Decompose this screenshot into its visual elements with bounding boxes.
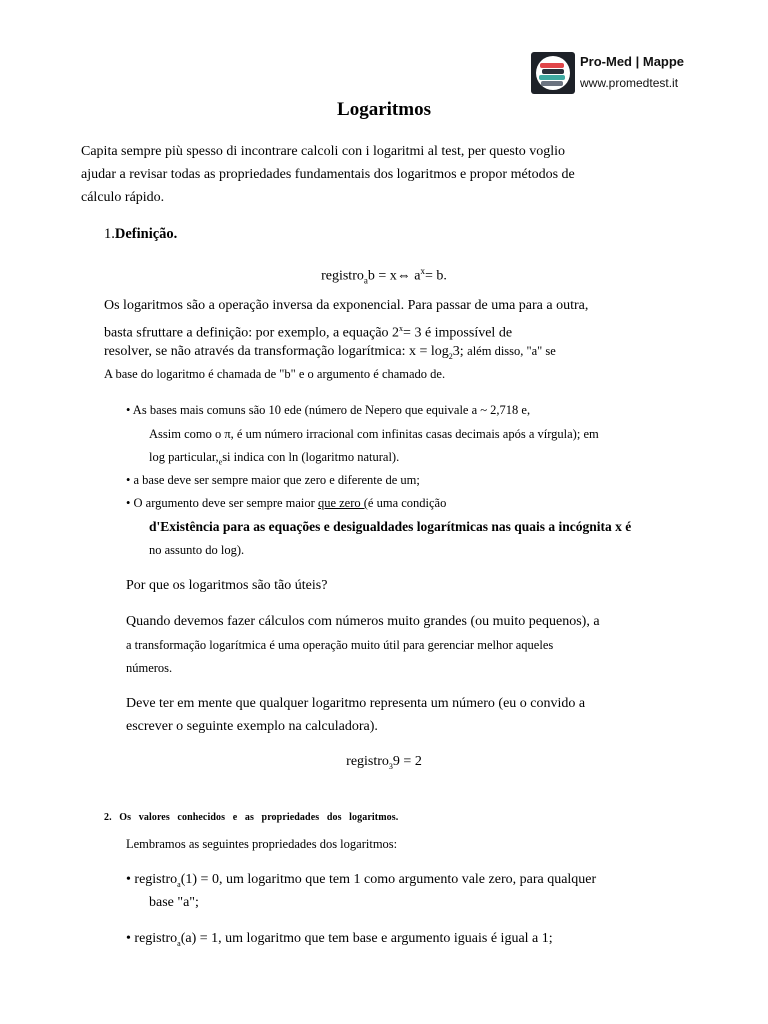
bullet-line-3-text: log particular, [149, 450, 219, 464]
definition-para-line-3 [104, 344, 556, 365]
definition-para-line-4: A base do logaritmo é chamada de "b" e o argumento é chamado de. [104, 367, 446, 381]
bullet-common-bases: • As bases mais comuns são 10 ede (número de Nepero que equivale a ~ 2,718 e, [126, 403, 531, 417]
bullet-common-bases-line-3 [149, 450, 399, 470]
para-line-3-base: 2 [448, 351, 453, 361]
property-log-of-one-line-2: base "a"; [149, 895, 199, 910]
example-log-word: registro [346, 754, 389, 769]
usefulness-para-line-2: a transformação logarítmica é uma operação muito útil para gerenciar melhor aqueles [126, 638, 554, 652]
bullet-arg-text: • O argumento deve ser sempre maior [126, 496, 318, 510]
para-line-3-text: resolver, se não através da transformação logarítmica: x = log [104, 344, 449, 359]
section-1-heading [104, 226, 177, 243]
usefulness-para-line-1: Quando devemos fazer cálculos com números muito grandes (ou muito pequenos), a [126, 614, 600, 629]
para-line-2-text: basta sfruttare a definição: por exemplo, a equação 2 [104, 325, 400, 341]
section-1-title: Definição. [114, 226, 178, 242]
bullet-line-3-sub: e [218, 457, 223, 467]
bullet-base-condition: • a base deve ser sempre maior que zero e diferente de um; [126, 473, 420, 487]
definition-formula [0, 263, 768, 288]
bullet-arg-text-end: é uma condição [367, 496, 447, 510]
para-line-3-arg: 3; [452, 344, 468, 359]
brand-name: Pro-Med | Mappe [580, 54, 685, 69]
intro-line-2: ajudar a revisar todas as propriedades fundamentais dos logaritmos e propor métodos de [81, 167, 575, 182]
property-1-text: (1) = 0, um logaritmo que tem 1 como argumento vale zero, para qualquer [180, 872, 597, 887]
para-line-2-text-end: = 3 é impossível de [403, 325, 513, 341]
properties-intro: Lembramos as seguintes propriedades dos logaritmos: [126, 837, 398, 851]
example-rest: 9 = 2 [392, 754, 422, 769]
property-1-base: a [177, 879, 181, 889]
property-log-of-base [126, 931, 553, 952]
page-title: Logaritmos [337, 99, 431, 120]
property-1-log-word: • registro [126, 872, 178, 887]
definition-para-line-2 [104, 321, 512, 342]
bullet-argument-condition-line-3: no assunto do log). [149, 543, 245, 557]
formula-lhs: b = x [367, 268, 397, 284]
bullet-common-bases-line-2: Assim como o π, é um número irracional com infinitas casas decimais após a vírgula); em [149, 427, 599, 441]
formula-base: a [363, 275, 368, 286]
example-formula [0, 754, 768, 775]
calculator-para-line-1: Deve ter em mente que qualquer logaritmo representa um número (eu o convido a [126, 696, 586, 711]
intro-line-1: Capita sempre più spesso di incontrare calcoli con i logaritmi al test, per questo voglio [81, 144, 566, 159]
books-logo-icon [536, 56, 570, 90]
example-base: 3 [388, 761, 393, 771]
section-2-heading: 2. Os valores conhecidos e as propriedades dos logaritmos. [104, 812, 399, 823]
calculator-para-line-2: escrever o seguinte exemplo na calculadora). [126, 719, 378, 734]
property-2-text: (a) = 1, um logaritmo que tem base e argumento iguais é igual a 1; [180, 931, 553, 946]
brand-url[interactable]: www.promedtest.it [580, 76, 679, 90]
bullet-argument-condition [126, 496, 446, 511]
property-2-base: a [177, 938, 181, 948]
para-line-3-small: além disso, "a" se [467, 344, 556, 358]
section-1-number: 1. [104, 226, 115, 242]
iff-symbol: ⇔ [396, 268, 411, 284]
property-2-log-word: • registro [126, 931, 178, 946]
formula-log-word: registro [321, 268, 364, 284]
promed-logo [531, 52, 575, 94]
usefulness-question: Por que os logaritmos são tão úteis? [126, 578, 328, 593]
bullet-arg-underlined: que zero ( [317, 496, 368, 510]
formula-rhs: = b. [424, 268, 447, 284]
usefulness-para-line-3: números. [126, 661, 173, 675]
intro-line-3: cálculo rápido. [81, 190, 165, 205]
para-line-2-exponent: x [399, 324, 404, 333]
formula-exponent: x [420, 266, 425, 276]
bullet-argument-condition-line-2: d'Existência para as equações e desigualdades logarítmicas nas quais a incógnita x é [149, 519, 632, 534]
formula-a: a [410, 268, 421, 284]
property-log-of-one [126, 872, 596, 893]
definition-para-line-1: Os logaritmos são a operação inversa da exponencial. Para passar de uma para a outra, [104, 298, 589, 313]
bullet-line-3-text-end: si indica con ln (logaritmo natural). [222, 450, 400, 464]
